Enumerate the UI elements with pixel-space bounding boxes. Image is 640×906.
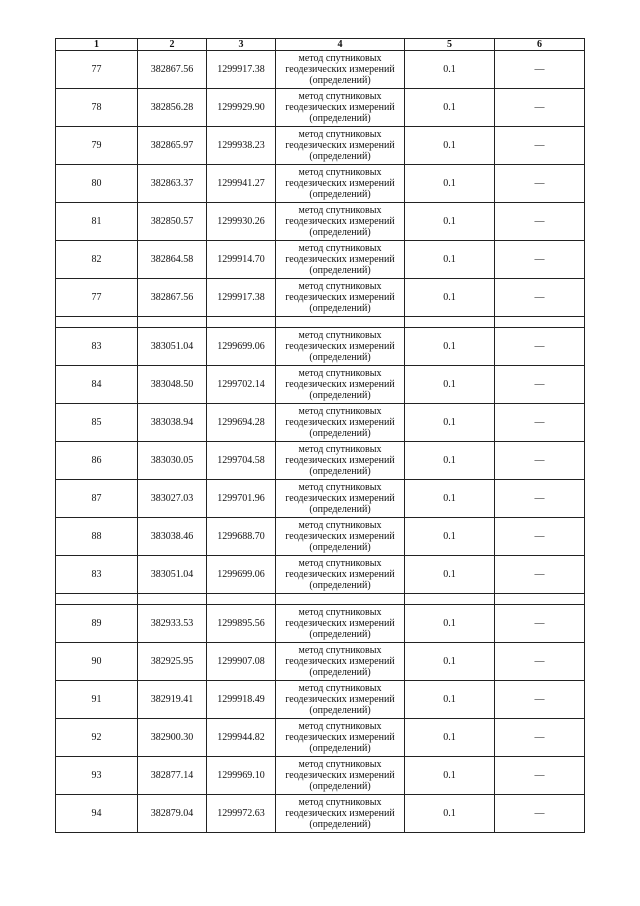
- point-cell: 91: [56, 681, 138, 719]
- header-cell: 5: [405, 39, 495, 51]
- y-coordinate-cell: 1299938.23: [207, 127, 276, 165]
- note-cell: —: [495, 404, 585, 442]
- method-cell: [276, 480, 405, 518]
- y-coordinate-cell: 1299895.56: [207, 605, 276, 643]
- method-line: геодезических измерений: [285, 531, 395, 542]
- point-cell: 77: [56, 279, 138, 317]
- method-line: геодезических измерений: [285, 656, 395, 667]
- method-line: (определений): [309, 227, 371, 238]
- empty-cell: [276, 594, 405, 605]
- coordinates-table: [55, 38, 585, 833]
- note-cell: —: [495, 605, 585, 643]
- method-cell: [276, 279, 405, 317]
- x-coordinate-cell: 382925.95: [138, 643, 207, 681]
- table-row: [56, 757, 585, 795]
- y-coordinate-cell: 1299699.06: [207, 556, 276, 594]
- x-coordinate-cell: 382863.37: [138, 165, 207, 203]
- table-row: [56, 127, 585, 165]
- accuracy-cell: 0.1: [405, 165, 495, 203]
- method-line: геодезических измерений: [285, 417, 395, 428]
- table-row: [56, 643, 585, 681]
- header-row: [56, 39, 585, 51]
- point-cell: 94: [56, 795, 138, 833]
- y-coordinate-cell: 1299907.08: [207, 643, 276, 681]
- note-cell: —: [495, 795, 585, 833]
- method-line: (определений): [309, 113, 371, 124]
- table-row: [56, 51, 585, 89]
- method-line: (определений): [309, 466, 371, 477]
- note-cell: —: [495, 279, 585, 317]
- method-line: метод спутниковых: [298, 444, 382, 455]
- accuracy-cell: 0.1: [405, 757, 495, 795]
- method-line: (определений): [309, 75, 371, 86]
- method-line: геодезических измерений: [285, 455, 395, 466]
- method-cell: [276, 127, 405, 165]
- method-line: метод спутниковых: [298, 759, 382, 770]
- note-cell: —: [495, 328, 585, 366]
- note-cell: —: [495, 643, 585, 681]
- x-coordinate-cell: 383051.04: [138, 328, 207, 366]
- method-line: (определений): [309, 352, 371, 363]
- method-cell: [276, 556, 405, 594]
- x-coordinate-cell: 383030.05: [138, 442, 207, 480]
- x-coordinate-cell: 382933.53: [138, 605, 207, 643]
- x-coordinate-cell: 382864.58: [138, 241, 207, 279]
- method-line: геодезических измерений: [285, 493, 395, 504]
- table-row: [56, 442, 585, 480]
- method-line: метод спутниковых: [298, 482, 382, 493]
- point-cell: 79: [56, 127, 138, 165]
- method-line: (определений): [309, 667, 371, 678]
- y-coordinate-cell: 1299917.38: [207, 279, 276, 317]
- method-line: (определений): [309, 743, 371, 754]
- x-coordinate-cell: 382879.04: [138, 795, 207, 833]
- note-cell: —: [495, 89, 585, 127]
- note-cell: —: [495, 51, 585, 89]
- method-line: геодезических измерений: [285, 64, 395, 75]
- empty-cell: [56, 594, 138, 605]
- method-line: (определений): [309, 151, 371, 162]
- y-coordinate-cell: 1299941.27: [207, 165, 276, 203]
- note-cell: —: [495, 757, 585, 795]
- method-line: метод спутниковых: [298, 721, 382, 732]
- method-line: (определений): [309, 705, 371, 716]
- accuracy-cell: 0.1: [405, 404, 495, 442]
- point-cell: 93: [56, 757, 138, 795]
- table-row: [56, 518, 585, 556]
- method-line: метод спутниковых: [298, 167, 382, 178]
- separator-row: [56, 317, 585, 328]
- method-cell: [276, 89, 405, 127]
- y-coordinate-cell: 1299929.90: [207, 89, 276, 127]
- note-cell: —: [495, 165, 585, 203]
- accuracy-cell: 0.1: [405, 643, 495, 681]
- method-line: геодезических измерений: [285, 694, 395, 705]
- method-line: геодезических измерений: [285, 379, 395, 390]
- x-coordinate-cell: 383038.46: [138, 518, 207, 556]
- method-line: геодезических измерений: [285, 618, 395, 629]
- accuracy-cell: 0.1: [405, 480, 495, 518]
- method-line: метод спутниковых: [298, 368, 382, 379]
- method-line: метод спутниковых: [298, 558, 382, 569]
- method-cell: [276, 442, 405, 480]
- table-row: [56, 366, 585, 404]
- x-coordinate-cell: 383038.94: [138, 404, 207, 442]
- accuracy-cell: 0.1: [405, 366, 495, 404]
- method-line: (определений): [309, 819, 371, 830]
- method-line: геодезических измерений: [285, 102, 395, 113]
- point-cell: 83: [56, 556, 138, 594]
- point-cell: 85: [56, 404, 138, 442]
- method-line: (определений): [309, 390, 371, 401]
- method-line: геодезических измерений: [285, 140, 395, 151]
- note-cell: —: [495, 719, 585, 757]
- y-coordinate-cell: 1299944.82: [207, 719, 276, 757]
- method-line: (определений): [309, 265, 371, 276]
- method-line: метод спутниковых: [298, 53, 382, 64]
- method-line: метод спутниковых: [298, 129, 382, 140]
- method-cell: [276, 51, 405, 89]
- empty-cell: [207, 317, 276, 328]
- point-cell: 88: [56, 518, 138, 556]
- table-row: [56, 795, 585, 833]
- method-line: (определений): [309, 504, 371, 515]
- x-coordinate-cell: 383048.50: [138, 366, 207, 404]
- accuracy-cell: 0.1: [405, 556, 495, 594]
- y-coordinate-cell: 1299914.70: [207, 241, 276, 279]
- method-line: геодезических измерений: [285, 292, 395, 303]
- accuracy-cell: 0.1: [405, 605, 495, 643]
- accuracy-cell: 0.1: [405, 442, 495, 480]
- y-coordinate-cell: 1299704.58: [207, 442, 276, 480]
- point-cell: 84: [56, 366, 138, 404]
- accuracy-cell: 0.1: [405, 279, 495, 317]
- method-cell: [276, 203, 405, 241]
- header-cell: 4: [276, 39, 405, 51]
- accuracy-cell: 0.1: [405, 328, 495, 366]
- method-line: метод спутниковых: [298, 607, 382, 618]
- note-cell: —: [495, 127, 585, 165]
- accuracy-cell: 0.1: [405, 89, 495, 127]
- x-coordinate-cell: 383027.03: [138, 480, 207, 518]
- method-line: метод спутниковых: [298, 406, 382, 417]
- point-cell: 92: [56, 719, 138, 757]
- table-row: [56, 480, 585, 518]
- method-cell: [276, 366, 405, 404]
- note-cell: —: [495, 681, 585, 719]
- method-cell: [276, 328, 405, 366]
- empty-cell: [207, 594, 276, 605]
- table-row: [56, 165, 585, 203]
- empty-cell: [56, 317, 138, 328]
- method-line: (определений): [309, 303, 371, 314]
- empty-cell: [138, 317, 207, 328]
- accuracy-cell: 0.1: [405, 681, 495, 719]
- method-line: метод спутниковых: [298, 520, 382, 531]
- table-row: [56, 203, 585, 241]
- note-cell: —: [495, 241, 585, 279]
- header-cell: 2: [138, 39, 207, 51]
- table-row: [56, 404, 585, 442]
- note-cell: —: [495, 518, 585, 556]
- note-cell: —: [495, 203, 585, 241]
- accuracy-cell: 0.1: [405, 127, 495, 165]
- note-cell: —: [495, 556, 585, 594]
- method-line: геодезических измерений: [285, 732, 395, 743]
- table-row: [56, 605, 585, 643]
- method-line: геодезических измерений: [285, 341, 395, 352]
- empty-cell: [405, 594, 495, 605]
- method-cell: [276, 165, 405, 203]
- accuracy-cell: 0.1: [405, 518, 495, 556]
- point-cell: 82: [56, 241, 138, 279]
- x-coordinate-cell: 382867.56: [138, 279, 207, 317]
- y-coordinate-cell: 1299969.10: [207, 757, 276, 795]
- method-cell: [276, 681, 405, 719]
- method-line: (определений): [309, 542, 371, 553]
- method-line: метод спутниковых: [298, 243, 382, 254]
- point-cell: 87: [56, 480, 138, 518]
- header-cell: 3: [207, 39, 276, 51]
- method-line: метод спутниковых: [298, 205, 382, 216]
- method-line: метод спутниковых: [298, 330, 382, 341]
- method-line: геодезических измерений: [285, 770, 395, 781]
- point-cell: 80: [56, 165, 138, 203]
- note-cell: —: [495, 366, 585, 404]
- accuracy-cell: 0.1: [405, 795, 495, 833]
- method-cell: [276, 795, 405, 833]
- x-coordinate-cell: 382856.28: [138, 89, 207, 127]
- point-cell: 78: [56, 89, 138, 127]
- accuracy-cell: 0.1: [405, 241, 495, 279]
- method-line: (определений): [309, 629, 371, 640]
- empty-cell: [138, 594, 207, 605]
- method-cell: [276, 757, 405, 795]
- y-coordinate-cell: 1299972.63: [207, 795, 276, 833]
- method-line: геодезических измерений: [285, 569, 395, 580]
- table-body: [56, 51, 585, 833]
- table-row: [56, 681, 585, 719]
- y-coordinate-cell: 1299917.38: [207, 51, 276, 89]
- y-coordinate-cell: 1299918.49: [207, 681, 276, 719]
- x-coordinate-cell: 382900.30: [138, 719, 207, 757]
- method-cell: [276, 719, 405, 757]
- method-cell: [276, 605, 405, 643]
- method-line: метод спутниковых: [298, 797, 382, 808]
- separator-row: [56, 594, 585, 605]
- accuracy-cell: 0.1: [405, 203, 495, 241]
- method-line: (определений): [309, 580, 371, 591]
- x-coordinate-cell: 382867.56: [138, 51, 207, 89]
- header-cell: 1: [56, 39, 138, 51]
- y-coordinate-cell: 1299688.70: [207, 518, 276, 556]
- note-cell: —: [495, 480, 585, 518]
- method-line: геодезических измерений: [285, 216, 395, 227]
- method-cell: [276, 518, 405, 556]
- point-cell: 89: [56, 605, 138, 643]
- y-coordinate-cell: 1299930.26: [207, 203, 276, 241]
- method-line: метод спутниковых: [298, 683, 382, 694]
- method-line: (определений): [309, 428, 371, 439]
- x-coordinate-cell: 382919.41: [138, 681, 207, 719]
- empty-cell: [276, 317, 405, 328]
- point-cell: 83: [56, 328, 138, 366]
- note-cell: —: [495, 442, 585, 480]
- empty-cell: [495, 594, 585, 605]
- point-cell: 77: [56, 51, 138, 89]
- method-line: метод спутниковых: [298, 91, 382, 102]
- table-row: [56, 328, 585, 366]
- header-cell: 6: [495, 39, 585, 51]
- method-line: метод спутниковых: [298, 281, 382, 292]
- method-line: геодезических измерений: [285, 178, 395, 189]
- empty-cell: [495, 317, 585, 328]
- method-line: метод спутниковых: [298, 645, 382, 656]
- y-coordinate-cell: 1299701.96: [207, 480, 276, 518]
- table-row: [56, 279, 585, 317]
- method-line: геодезических измерений: [285, 254, 395, 265]
- y-coordinate-cell: 1299694.28: [207, 404, 276, 442]
- point-cell: 86: [56, 442, 138, 480]
- x-coordinate-cell: 382865.97: [138, 127, 207, 165]
- table-row: [56, 89, 585, 127]
- x-coordinate-cell: 382877.14: [138, 757, 207, 795]
- point-cell: 90: [56, 643, 138, 681]
- table-row: [56, 241, 585, 279]
- y-coordinate-cell: 1299702.14: [207, 366, 276, 404]
- method-cell: [276, 404, 405, 442]
- method-line: геодезических измерений: [285, 808, 395, 819]
- accuracy-cell: 0.1: [405, 719, 495, 757]
- method-cell: [276, 241, 405, 279]
- x-coordinate-cell: 383051.04: [138, 556, 207, 594]
- point-cell: 81: [56, 203, 138, 241]
- x-coordinate-cell: 382850.57: [138, 203, 207, 241]
- empty-cell: [405, 317, 495, 328]
- method-cell: [276, 643, 405, 681]
- table-row: [56, 719, 585, 757]
- y-coordinate-cell: 1299699.06: [207, 328, 276, 366]
- method-line: (определений): [309, 781, 371, 792]
- table-row: [56, 556, 585, 594]
- accuracy-cell: 0.1: [405, 51, 495, 89]
- method-line: (определений): [309, 189, 371, 200]
